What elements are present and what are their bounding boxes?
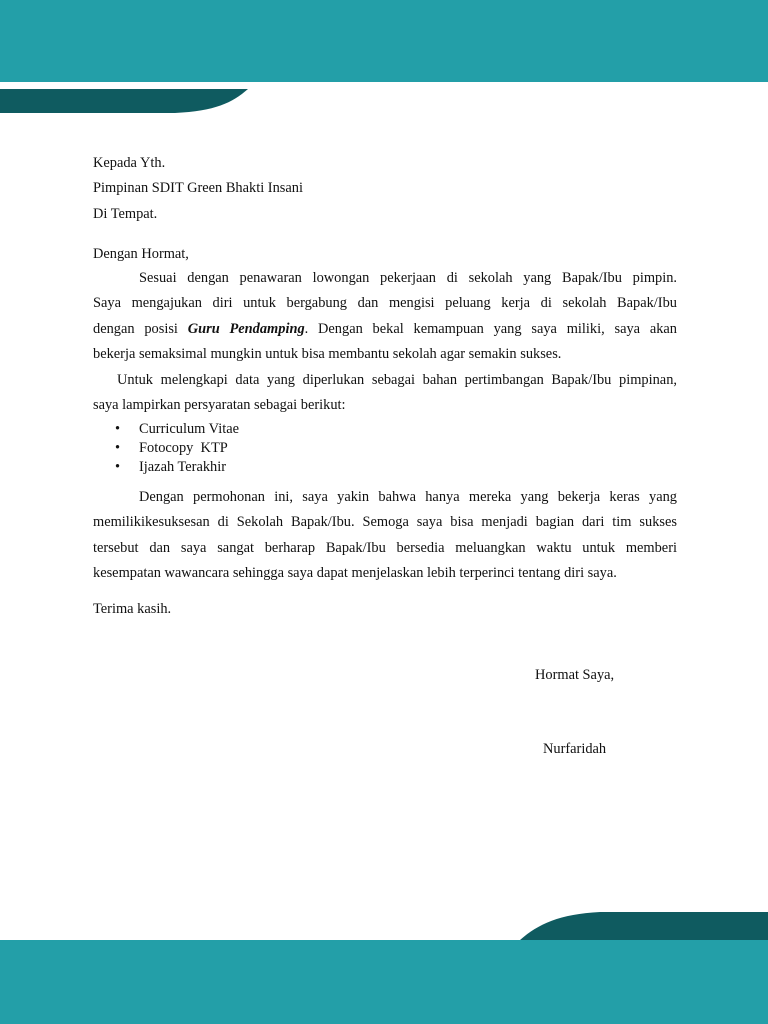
paragraph-2-line-1: Untuk melengkapi data yang diperlukan sebagai bahan pertimbangan Bapak/Ibu pimpinan, xyxy=(117,372,677,388)
header-band xyxy=(0,0,768,82)
paragraph-1-line-3-end: . Dengan bekal kemampuan yang saya miliki, saya akan xyxy=(304,321,677,337)
paragraph-3-line-3: tersebut dan saya sangat berharap Bapak/Ibu bersedia meluangkan waktu untuk memberi xyxy=(93,540,677,556)
paragraph-3-line-2: memilikikesuksesan di Sekolah Bapak/Ibu. Semoga saya bisa menjadi bagian dari tim sukses xyxy=(93,514,677,530)
paragraph-1-line-4: bekerja semaksimal mungkin untuk bisa membantu sekolah agar semakin sukses. xyxy=(93,346,562,362)
footer-swoosh xyxy=(520,912,768,940)
paragraph-1-line-1: Sesuai dengan penawaran lowongan pekerjaan di sekolah yang Bapak/Ibu pimpin. xyxy=(139,270,677,286)
closing-text: Hormat Saya, xyxy=(535,667,615,683)
list-item xyxy=(93,420,239,439)
paragraph-1-line-3 xyxy=(93,320,677,338)
list-item-label: Fotocopy KTP xyxy=(139,440,228,456)
bullet-icon: • xyxy=(115,421,121,437)
paragraph-3-line-4: kesempatan wawancara sehingga saya dapat menjelaskan lebih terperinci tentang diri saya. xyxy=(93,565,617,581)
bullet-icon: • xyxy=(115,440,121,456)
list-item-label: Ijazah Terakhir xyxy=(139,459,227,475)
paragraph-2-line-2: saya lampirkan persyaratan sebagai berikut: xyxy=(93,397,346,413)
list-item xyxy=(93,439,239,458)
position-title: Guru Pendamping xyxy=(187,321,305,337)
recipient-line-3: Di Tempat. xyxy=(93,206,158,222)
header-swoosh xyxy=(0,89,250,113)
thanks-text: Terima kasih. xyxy=(93,601,172,617)
recipient-line-1: Kepada Yth. xyxy=(93,155,166,171)
footer-band xyxy=(0,940,768,1024)
paragraph-3-line-1: Dengan permohonan ini, saya yakin bahwa hanya mereka yang bekerja keras yang xyxy=(139,489,677,505)
list-item xyxy=(93,458,239,477)
paragraph-1-line-2: Saya mengajukan diri untuk bergabung dan mengisi peluang kerja di sekolah Bapak/Ibu xyxy=(93,295,677,311)
paragraph-1-line-3-start: dengan posisi xyxy=(93,321,188,337)
bullet-icon: • xyxy=(115,459,121,475)
signer-name: Nurfaridah xyxy=(543,741,607,757)
requirements-list xyxy=(93,420,239,477)
greeting: Dengan Hormat, xyxy=(93,246,189,262)
recipient-line-2: Pimpinan SDIT Green Bhakti Insani xyxy=(93,180,303,196)
list-item-label: Curriculum Vitae xyxy=(139,421,239,437)
